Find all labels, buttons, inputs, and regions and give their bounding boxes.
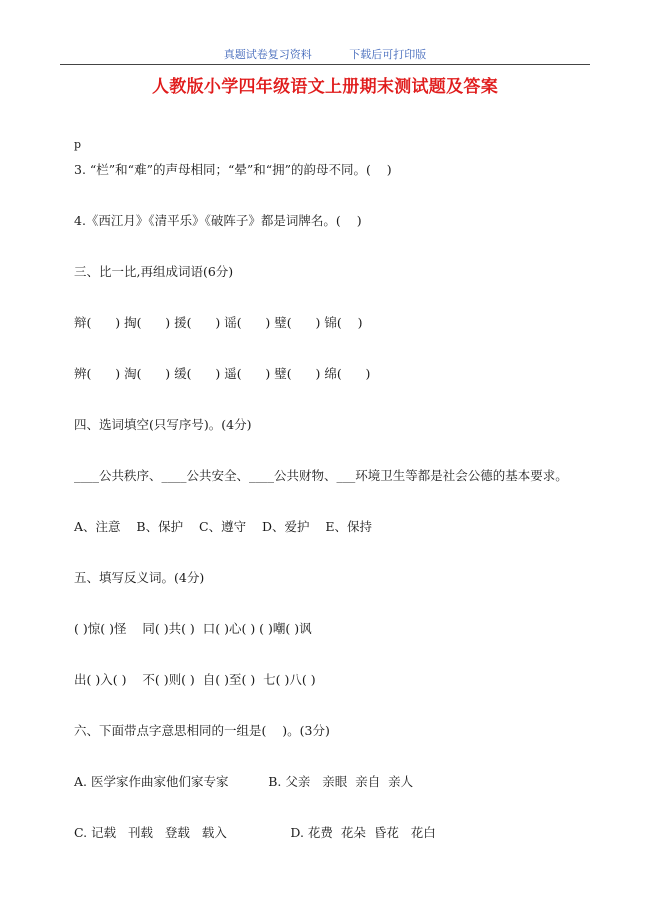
antonym-row-1: ( )惊( )怪 同( )共( ) 口( )心( ) ( )嘲( )讽 bbox=[74, 621, 312, 636]
header-right-text: 下载后可打印版 bbox=[349, 48, 427, 61]
option-row-cd: C. 记载 刊载 登载 载入 D. 花费 花朵 昏花 花白 bbox=[74, 825, 436, 840]
compare-row-1: 辩( ) 掏( ) 援( ) 谣( ) 璧( ) 锦( ) bbox=[74, 315, 363, 330]
section-6-heading: 六、下面带点字意思相同的一组是( )。(3分) bbox=[74, 723, 330, 738]
question-4: 4.《西江月》《清平乐》《破阵子》都是词牌名。( ) bbox=[74, 213, 362, 228]
section-3-heading: 三、比一比,再组成词语(6分) bbox=[74, 264, 234, 279]
antonym-row-2: 出( )入( ) 不( )则( ) 自( )至( ) 七( )八( ) bbox=[74, 672, 316, 687]
section-4-heading: 四、选词填空(只写序号)。(4分) bbox=[74, 417, 252, 432]
page-header bbox=[0, 46, 650, 62]
question-3: 3. “栏”和“难”的声母相同；“晕”和“拥”的韵母不同。( ) bbox=[74, 162, 392, 177]
document-title: 人教版小学四年级语文上册期末测试题及答案 bbox=[152, 77, 498, 97]
header-left-text: 真题试卷复习资料 bbox=[223, 48, 312, 61]
header-divider bbox=[60, 64, 590, 65]
fill-blank-sentence: ____公共秩序、____公共安全、____公共财物、___环境卫生等都是社会公德的基本要求。 bbox=[74, 468, 568, 483]
section-5-heading: 五、填写反义词。(4分) bbox=[74, 570, 205, 585]
choice-options: A、注意 B、保护 C、遵守 D、爱护 E、保持 bbox=[74, 519, 372, 534]
stray-text: p bbox=[74, 138, 82, 151]
option-row-ab: A. 医学家作曲家他们家专家 B. 父亲 亲眼 亲自 亲人 bbox=[74, 774, 414, 789]
compare-row-2: 辨( ) 淘( ) 缓( ) 遥( ) 璧( ) 绵( ) bbox=[74, 366, 371, 381]
